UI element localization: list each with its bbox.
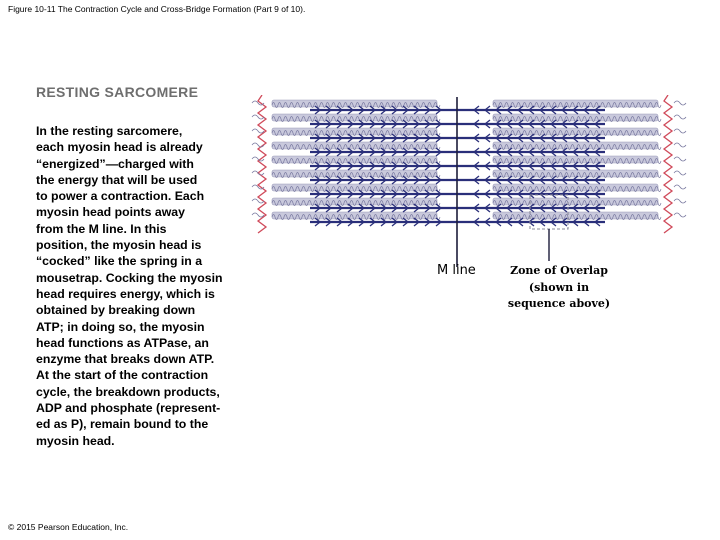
z-squiggle: [252, 171, 264, 175]
z-squiggle: [252, 129, 264, 133]
description-line: At the start of the contraction: [36, 368, 209, 383]
description-line: each myosin head is already: [36, 140, 203, 155]
z-squiggle: [674, 143, 686, 147]
sarcomere-diagram: [250, 95, 690, 270]
z-squiggle: [674, 157, 686, 161]
zone-of-overlap-label: [499, 263, 619, 313]
z-line-right: [664, 95, 672, 233]
description-line: the energy that will be used: [36, 172, 198, 187]
description-line: “cocked” like the spring in a: [36, 254, 203, 269]
description-line: to power a contraction. Each: [36, 189, 205, 204]
z-squiggle: [674, 129, 686, 133]
z-squiggle: [674, 199, 686, 203]
z-squiggle: [674, 213, 686, 217]
description-line: head functions as ATPase, an: [36, 335, 209, 350]
description-line: cycle, the breakdown products,: [36, 384, 220, 399]
description-line: In the resting sarcomere,: [36, 124, 183, 138]
overlap-label-line: sequence above): [507, 297, 611, 310]
overlap-label-line: (shown in: [528, 280, 590, 294]
description-line: myosin head points away: [36, 205, 185, 220]
description-line: enzyme that breaks down ATP.: [36, 352, 215, 367]
panel-title: RESTING SARCOMERE: [36, 84, 199, 100]
description-line: head requires energy, which is: [36, 286, 215, 301]
description-line: ed as P), remain bound to the: [36, 417, 209, 432]
description-line: “energized”—charged with: [36, 156, 194, 171]
description-line: ATP; in doing so, the myosin: [36, 319, 205, 334]
z-squiggle: [252, 213, 264, 217]
m-line-label: M line: [437, 263, 476, 278]
thin-filaments: [272, 100, 661, 220]
description-line: mousetrap. Cocking the myosin: [36, 270, 223, 285]
description-line: position, the myosin head is: [36, 238, 202, 253]
z-squiggle: [674, 101, 686, 105]
z-squiggle: [674, 171, 686, 175]
z-line-left: [258, 95, 266, 233]
z-squiggle: [674, 115, 686, 119]
description-line: myosin head.: [36, 433, 115, 448]
panel-description: [36, 123, 251, 449]
z-squiggle: [674, 185, 686, 189]
figure-caption: Figure 10-11 The Contraction Cycle and Cross-Bridge Formation (Part 9 of 10).: [8, 4, 306, 14]
z-squiggle: [252, 143, 264, 147]
diagram-markers: [457, 97, 568, 267]
overlap-label-line: Zone of Overlap: [510, 264, 608, 277]
copyright-notice: © 2015 Pearson Education, Inc.: [8, 522, 129, 532]
description-line: obtained by breaking down: [36, 303, 196, 318]
description-line: ADP and phosphate (represent-: [36, 401, 221, 416]
description-line: from the M line. In this: [36, 221, 167, 236]
